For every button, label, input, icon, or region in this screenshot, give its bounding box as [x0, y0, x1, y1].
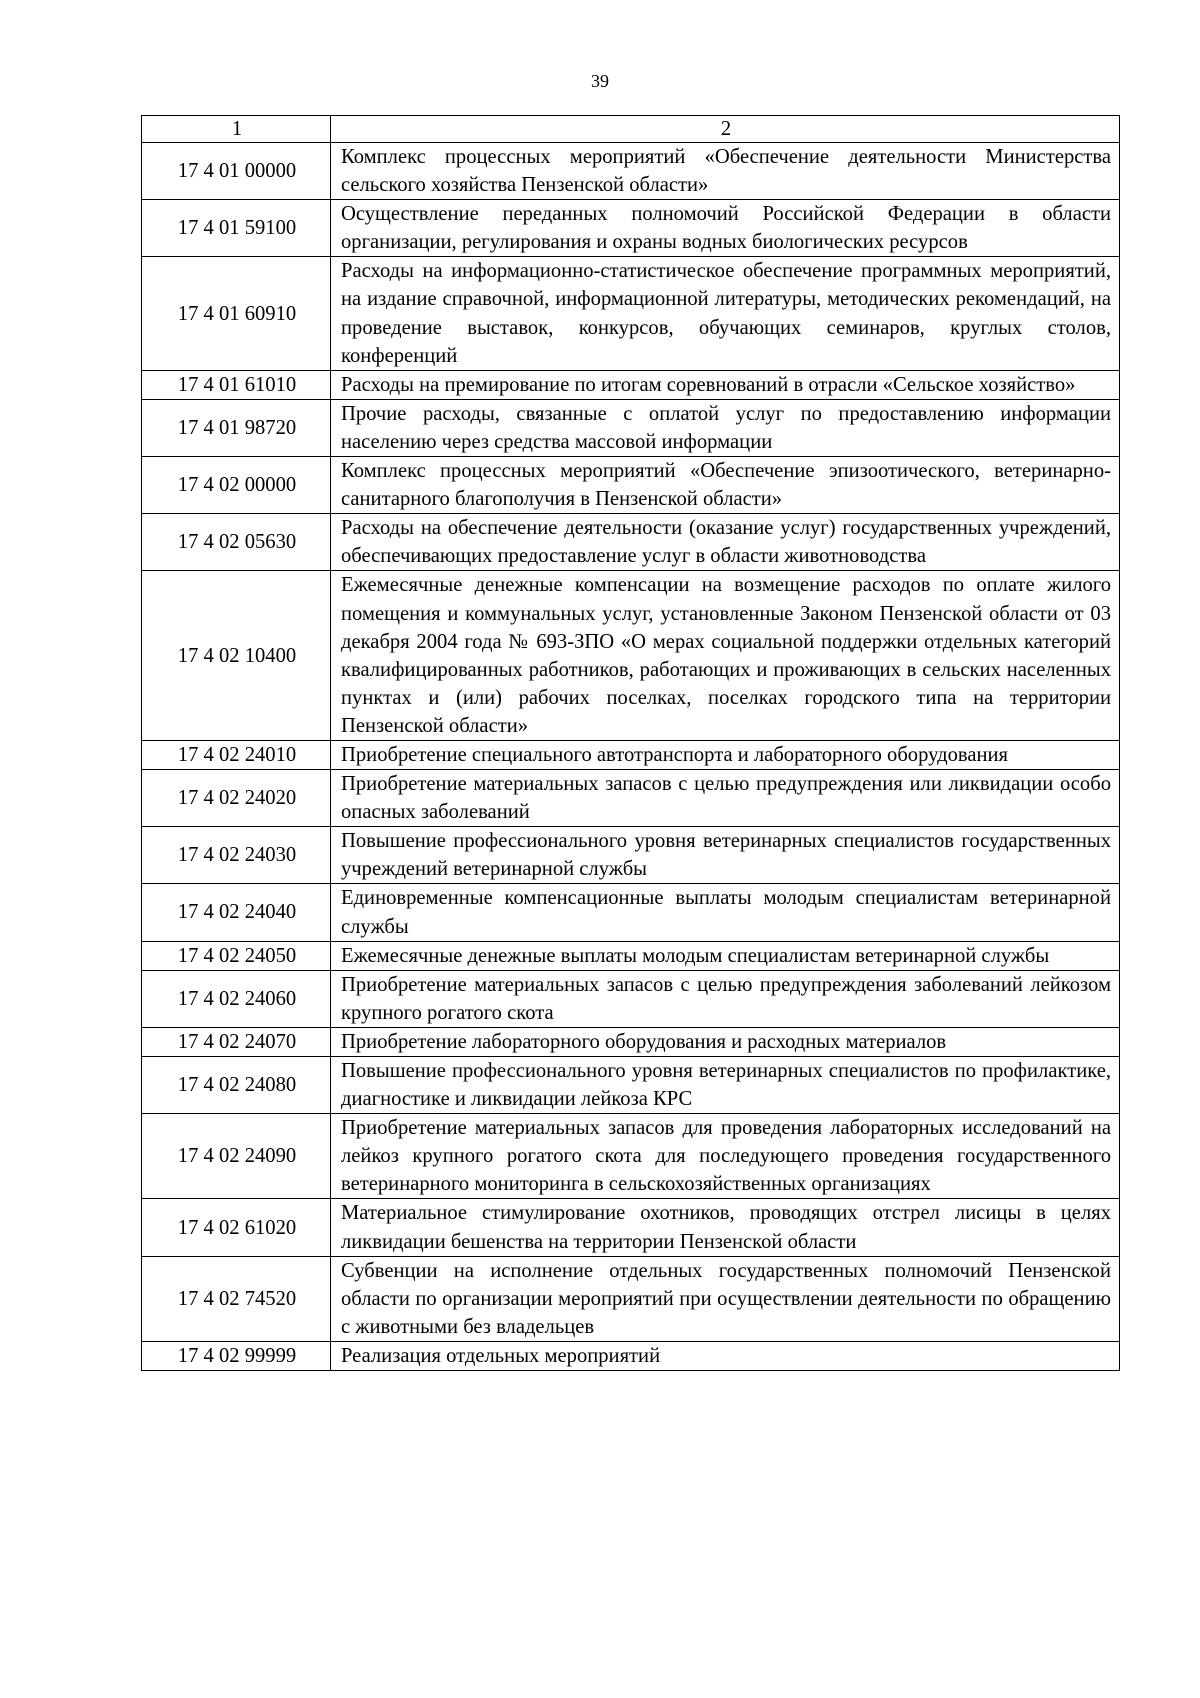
row-description: Приобретение материальных запасов с целью предупреждения или ликвидации особо опасных заболеваний	[331, 770, 1120, 827]
table-header-row	[142, 116, 1120, 143]
row-description: Приобретение материальных запасов для проведения лабораторных исследований на лейкоз крупного рогатого скота для последующего проведения государственного ветеринарного мониторинга в сельскохозяйственных организациях	[331, 1114, 1120, 1199]
row-description: Повышение профессионального уровня ветеринарных специалистов государственных учреждений ветеринарной службы	[331, 827, 1120, 884]
table-row	[142, 941, 1120, 970]
row-description: Ежемесячные денежные компенсации на возмещение расходов по оплате жилого помещения и коммунальных услуг, установленные Законом Пензенской области от 03 декабря 2004 года № 693-ЗПО «О мерах социальной поддержки отдельных категорий квалифицированных работников, работающих и проживающих в сельских населенных пунктах и (или) рабочих поселках, поселках городского типа на территории Пензенской области»	[331, 571, 1120, 741]
row-description: Реализация отдельных мероприятий	[331, 1341, 1120, 1370]
table-row	[142, 143, 1120, 200]
row-code: 17 4 02 24050	[142, 941, 331, 970]
budget-classification-table	[141, 115, 1120, 1371]
row-description: Расходы на обеспечение деятельности (оказание услуг) государственных учреждений, обеспечивающих предоставление услуг в области животноводства	[331, 514, 1120, 571]
table-row	[142, 1199, 1120, 1256]
table-row	[142, 1341, 1120, 1370]
row-description: Комплекс процессных мероприятий «Обеспечение эпизоотического, ветеринарно-санитарного благополучия в Пензенской области»	[331, 457, 1120, 514]
row-code: 17 4 01 61010	[142, 370, 331, 399]
row-code: 17 4 02 05630	[142, 514, 331, 571]
row-description: Субвенции на исполнение отдельных государственных полномочий Пензенской области по организации мероприятий при осуществлении деятельности по обращению с животными без владельцев	[331, 1256, 1120, 1341]
table-row	[142, 571, 1120, 741]
row-code: 17 4 01 59100	[142, 200, 331, 257]
row-code: 17 4 02 24060	[142, 970, 331, 1027]
table-row	[142, 399, 1120, 456]
row-code: 17 4 02 61020	[142, 1199, 331, 1256]
row-description: Единовременные компенсационные выплаты молодым специалистам ветеринарной службы	[331, 884, 1120, 941]
row-code: 17 4 01 00000	[142, 143, 331, 200]
row-description: Приобретение специального автотранспорта и лабораторного оборудования	[331, 740, 1120, 769]
table-row	[142, 827, 1120, 884]
row-code: 17 4 02 74520	[142, 1256, 331, 1341]
table-row	[142, 1027, 1120, 1056]
table-row	[142, 740, 1120, 769]
row-code: 17 4 02 24070	[142, 1027, 331, 1056]
row-description: Материальное стимулирование охотников, проводящих отстрел лисицы в целях ликвидации бешенства на территории Пензенской области	[331, 1199, 1120, 1256]
row-description: Расходы на премирование по итогам соревнований в отрасли «Сельское хозяйство»	[331, 370, 1120, 399]
row-description: Расходы на информационно-статистическое обеспечение программных мероприятий, на издание справочной, информационной литературы, методических рекомендаций, на проведение выставок, конкурсов, обучающих семинаров, круглых столов, конференций	[331, 257, 1120, 370]
row-code: 17 4 02 00000	[142, 457, 331, 514]
row-description: Ежемесячные денежные выплаты молодым специалистам ветеринарной службы	[331, 941, 1120, 970]
table-row	[142, 514, 1120, 571]
column-header-code: 1	[142, 116, 331, 143]
table-row	[142, 257, 1120, 370]
row-description: Комплекс процессных мероприятий «Обеспечение деятельности Министерства сельского хозяйства Пензенской области»	[331, 143, 1120, 200]
table-row	[142, 1114, 1120, 1199]
table-row	[142, 770, 1120, 827]
row-code: 17 4 02 24020	[142, 770, 331, 827]
row-description: Повышение профессионального уровня ветеринарных специалистов по профилактике, диагностике и ликвидации лейкоза КРС	[331, 1057, 1120, 1114]
row-code: 17 4 02 24080	[142, 1057, 331, 1114]
row-code: 17 4 01 98720	[142, 399, 331, 456]
table-row	[142, 370, 1120, 399]
column-header-description: 2	[331, 116, 1120, 143]
row-code: 17 4 02 24010	[142, 740, 331, 769]
row-code: 17 4 01 60910	[142, 257, 331, 370]
table-row	[142, 970, 1120, 1027]
row-code: 17 4 02 99999	[142, 1341, 331, 1370]
row-description: Приобретение лабораторного оборудования и расходных материалов	[331, 1027, 1120, 1056]
row-description: Приобретение материальных запасов с целью предупреждения заболеваний лейкозом крупного рогатого скота	[331, 970, 1120, 1027]
row-code: 17 4 02 10400	[142, 571, 331, 741]
table-row	[142, 1256, 1120, 1341]
table-row	[142, 457, 1120, 514]
table-row	[142, 200, 1120, 257]
table-row	[142, 884, 1120, 941]
row-description: Прочие расходы, связанные с оплатой услуг по предоставлению информации населению через средства массовой информации	[331, 399, 1120, 456]
table-row	[142, 1057, 1120, 1114]
row-code: 17 4 02 24090	[142, 1114, 331, 1199]
row-description: Осуществление переданных полномочий Российской Федерации в области организации, регулирования и охраны водных биологических ресурсов	[331, 200, 1120, 257]
row-code: 17 4 02 24030	[142, 827, 331, 884]
row-code: 17 4 02 24040	[142, 884, 331, 941]
page-number: 39	[591, 71, 609, 91]
